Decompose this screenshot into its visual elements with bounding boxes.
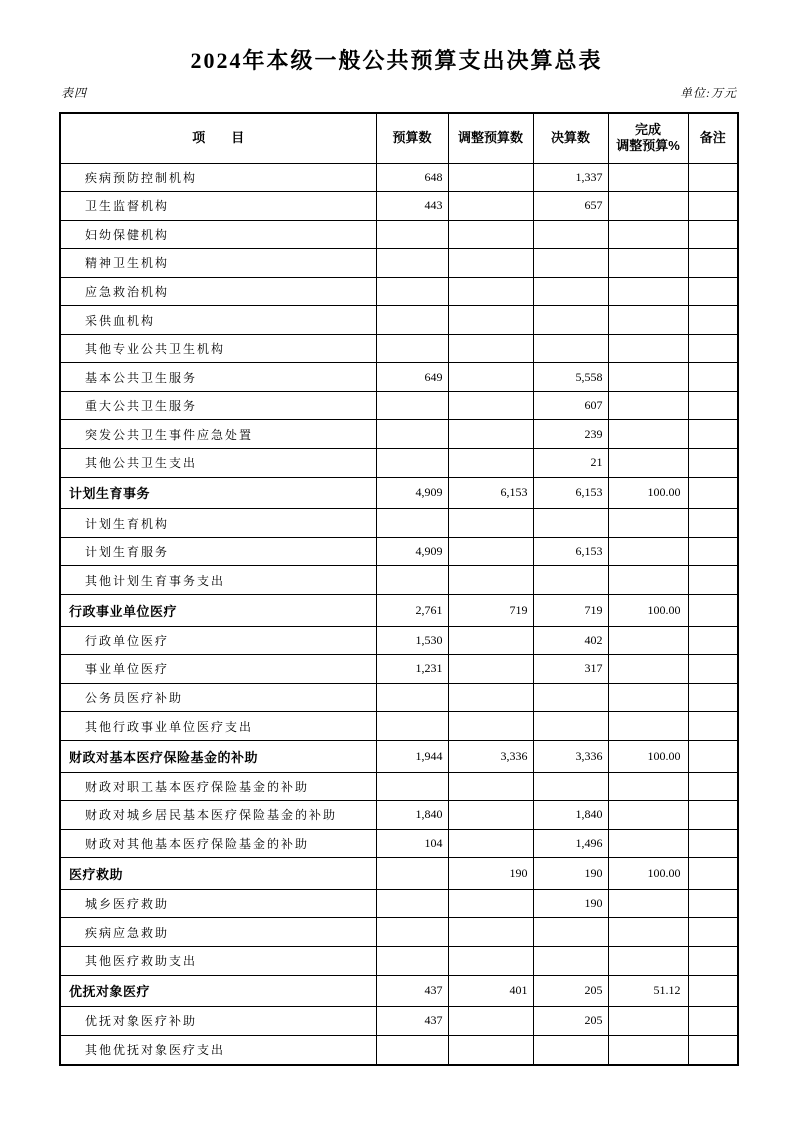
- completion-cell: [608, 1035, 688, 1065]
- budget-expenditure-table: [59, 112, 739, 1066]
- budget-cell: 648: [376, 163, 448, 192]
- completion-cell: [608, 626, 688, 655]
- final-accounts-cell: 21: [533, 448, 608, 477]
- table-row: [60, 626, 738, 655]
- remarks-cell: [688, 594, 738, 626]
- final-accounts-cell: [533, 306, 608, 335]
- meta-row: [61, 84, 737, 101]
- table-row: [60, 858, 738, 890]
- budget-cell: [376, 420, 448, 449]
- final-accounts-cell: 5,558: [533, 363, 608, 392]
- item-cell: 事业单位医疗: [60, 655, 376, 684]
- budget-cell: 4,909: [376, 537, 448, 566]
- final-accounts-cell: 1,496: [533, 829, 608, 858]
- final-accounts-cell: 317: [533, 655, 608, 684]
- table-row: [60, 1007, 738, 1036]
- remarks-cell: [688, 889, 738, 918]
- completion-cell: 100.00: [608, 858, 688, 890]
- remarks-cell: [688, 829, 738, 858]
- remarks-cell: [688, 975, 738, 1007]
- item-cell: 疾病应急救助: [60, 918, 376, 947]
- budget-cell: 443: [376, 192, 448, 221]
- budget-cell: [376, 683, 448, 712]
- remarks-cell: [688, 249, 738, 278]
- completion-cell: [608, 448, 688, 477]
- table-row: [60, 772, 738, 801]
- completion-cell: 100.00: [608, 594, 688, 626]
- final-accounts-cell: [533, 946, 608, 975]
- item-cell: 优抚对象医疗补助: [60, 1007, 376, 1036]
- remarks-cell: [688, 163, 738, 192]
- final-accounts-cell: [533, 772, 608, 801]
- completion-cell: [608, 391, 688, 420]
- adjusted-budget-cell: [448, 829, 533, 858]
- budget-cell: [376, 306, 448, 335]
- header-row: [60, 113, 738, 163]
- completion-cell: [608, 220, 688, 249]
- budget-cell: [376, 889, 448, 918]
- remarks-cell: [688, 509, 738, 538]
- table-row: [60, 220, 738, 249]
- final-accounts-cell: [533, 249, 608, 278]
- table-row: [60, 801, 738, 830]
- budget-cell: [376, 566, 448, 595]
- item-cell: 其他优抚对象医疗支出: [60, 1035, 376, 1065]
- completion-cell: [608, 192, 688, 221]
- final-accounts-cell: 190: [533, 858, 608, 890]
- adjusted-budget-cell: [448, 420, 533, 449]
- adjusted-budget-cell: [448, 889, 533, 918]
- adjusted-budget-cell: [448, 683, 533, 712]
- final-accounts-cell: 607: [533, 391, 608, 420]
- final-accounts-cell: 719: [533, 594, 608, 626]
- completion-cell: [608, 801, 688, 830]
- budget-cell: 649: [376, 363, 448, 392]
- final-accounts-cell: [533, 683, 608, 712]
- final-accounts-cell: [533, 334, 608, 363]
- remarks-cell: [688, 1007, 738, 1036]
- table-row: [60, 566, 738, 595]
- adjusted-budget-cell: 719: [448, 594, 533, 626]
- item-cell: 财政对基本医疗保险基金的补助: [60, 740, 376, 772]
- remarks-cell: [688, 420, 738, 449]
- final-accounts-cell: [533, 918, 608, 947]
- table-row: [60, 537, 738, 566]
- completion-cell: 100.00: [608, 477, 688, 509]
- col-header-budget: 预算数: [376, 113, 448, 163]
- table-row: [60, 509, 738, 538]
- final-accounts-cell: 6,153: [533, 477, 608, 509]
- adjusted-budget-cell: [448, 626, 533, 655]
- completion-cell: 100.00: [608, 740, 688, 772]
- table-row: [60, 306, 738, 335]
- table-row: [60, 1035, 738, 1065]
- item-cell: 卫生监督机构: [60, 192, 376, 221]
- completion-cell: 51.12: [608, 975, 688, 1007]
- completion-cell: [608, 277, 688, 306]
- item-cell: 计划生育机构: [60, 509, 376, 538]
- budget-cell: [376, 772, 448, 801]
- unit-label: 单位:万元: [680, 86, 737, 100]
- table-row: [60, 391, 738, 420]
- adjusted-budget-cell: [448, 509, 533, 538]
- completion-cell: [608, 306, 688, 335]
- final-accounts-cell: 205: [533, 975, 608, 1007]
- adjusted-budget-cell: [448, 537, 533, 566]
- completion-cell: [608, 163, 688, 192]
- budget-cell: [376, 249, 448, 278]
- remarks-cell: [688, 918, 738, 947]
- table-row: [60, 712, 738, 741]
- item-cell: 其他计划生育事务支出: [60, 566, 376, 595]
- adjusted-budget-cell: [448, 363, 533, 392]
- adjusted-budget-cell: 401: [448, 975, 533, 1007]
- budget-cell: [376, 509, 448, 538]
- remarks-cell: [688, 655, 738, 684]
- remarks-cell: [688, 712, 738, 741]
- completion-cell: [608, 420, 688, 449]
- remarks-cell: [688, 801, 738, 830]
- completion-cell: [608, 537, 688, 566]
- remarks-cell: [688, 537, 738, 566]
- completion-cell: [608, 918, 688, 947]
- remarks-cell: [688, 391, 738, 420]
- completion-cell: [608, 655, 688, 684]
- adjusted-budget-cell: [448, 712, 533, 741]
- budget-cell: 1,944: [376, 740, 448, 772]
- adjusted-budget-cell: [448, 220, 533, 249]
- item-cell: 其他公共卫生支出: [60, 448, 376, 477]
- table-row: [60, 889, 738, 918]
- adjusted-budget-cell: [448, 655, 533, 684]
- item-cell: 其他行政事业单位医疗支出: [60, 712, 376, 741]
- budget-cell: [376, 220, 448, 249]
- page-title: 2024年本级一般公共预算支出决算总表: [190, 48, 603, 73]
- remarks-cell: [688, 363, 738, 392]
- budget-cell: 437: [376, 975, 448, 1007]
- remarks-cell: [688, 566, 738, 595]
- budget-cell: [376, 1035, 448, 1065]
- item-cell: 基本公共卫生服务: [60, 363, 376, 392]
- adjusted-budget-cell: [448, 448, 533, 477]
- adjusted-budget-cell: [448, 946, 533, 975]
- completion-cell: [608, 1007, 688, 1036]
- adjusted-budget-cell: [448, 1035, 533, 1065]
- completion-cell: [608, 334, 688, 363]
- item-cell: 财政对职工基本医疗保险基金的补助: [60, 772, 376, 801]
- budget-cell: 1,840: [376, 801, 448, 830]
- completion-cell: [608, 363, 688, 392]
- budget-cell: 4,909: [376, 477, 448, 509]
- adjusted-budget-cell: [448, 277, 533, 306]
- item-cell: 医疗救助: [60, 858, 376, 890]
- item-cell: 优抚对象医疗: [60, 975, 376, 1007]
- item-cell: 计划生育服务: [60, 537, 376, 566]
- completion-cell: [608, 772, 688, 801]
- adjusted-budget-cell: [448, 249, 533, 278]
- adjusted-budget-cell: [448, 192, 533, 221]
- final-accounts-cell: [533, 712, 608, 741]
- item-cell: 财政对城乡居民基本医疗保险基金的补助: [60, 801, 376, 830]
- item-cell: 妇幼保健机构: [60, 220, 376, 249]
- remarks-cell: [688, 448, 738, 477]
- remarks-cell: [688, 477, 738, 509]
- item-cell: 城乡医疗救助: [60, 889, 376, 918]
- table-row: [60, 975, 738, 1007]
- final-accounts-cell: 657: [533, 192, 608, 221]
- budget-cell: [376, 858, 448, 890]
- remarks-cell: [688, 334, 738, 363]
- final-accounts-cell: 190: [533, 889, 608, 918]
- table-row: [60, 683, 738, 712]
- remarks-cell: [688, 1035, 738, 1065]
- table-row: [60, 163, 738, 192]
- table-row: [60, 918, 738, 947]
- item-cell: 公务员医疗补助: [60, 683, 376, 712]
- table-row: [60, 655, 738, 684]
- remarks-cell: [688, 858, 738, 890]
- table-row: [60, 829, 738, 858]
- adjusted-budget-cell: 6,153: [448, 477, 533, 509]
- item-cell: 精神卫生机构: [60, 249, 376, 278]
- budget-cell: [376, 334, 448, 363]
- budget-cell: [376, 918, 448, 947]
- completion-cell: [608, 683, 688, 712]
- adjusted-budget-cell: [448, 391, 533, 420]
- budget-cell: 104: [376, 829, 448, 858]
- adjusted-budget-cell: [448, 566, 533, 595]
- remarks-cell: [688, 306, 738, 335]
- table-row: [60, 448, 738, 477]
- table-number-label: 表四: [61, 86, 88, 100]
- final-accounts-cell: [533, 509, 608, 538]
- item-cell: 重大公共卫生服务: [60, 391, 376, 420]
- remarks-cell: [688, 626, 738, 655]
- remarks-cell: [688, 772, 738, 801]
- completion-cell: [608, 566, 688, 595]
- remarks-cell: [688, 946, 738, 975]
- budget-cell: [376, 277, 448, 306]
- completion-cell: [608, 946, 688, 975]
- adjusted-budget-cell: [448, 306, 533, 335]
- final-accounts-cell: [533, 1035, 608, 1065]
- budget-cell: [376, 391, 448, 420]
- col-header-item: 项 目: [60, 113, 376, 163]
- adjusted-budget-cell: [448, 334, 533, 363]
- final-accounts-cell: 6,153: [533, 537, 608, 566]
- budget-cell: 1,231: [376, 655, 448, 684]
- budget-cell: [376, 712, 448, 741]
- table-row: [60, 277, 738, 306]
- col-header-adjusted-budget: 调整预算数: [448, 113, 533, 163]
- adjusted-budget-cell: 3,336: [448, 740, 533, 772]
- adjusted-budget-cell: [448, 801, 533, 830]
- remarks-cell: [688, 277, 738, 306]
- adjusted-budget-cell: [448, 772, 533, 801]
- item-cell: 财政对其他基本医疗保险基金的补助: [60, 829, 376, 858]
- item-cell: 应急救治机构: [60, 277, 376, 306]
- table-row: [60, 740, 738, 772]
- col-header-completion: 完成 调整预算%: [608, 113, 688, 163]
- completion-cell: [608, 712, 688, 741]
- final-accounts-cell: 1,337: [533, 163, 608, 192]
- adjusted-budget-cell: [448, 163, 533, 192]
- adjusted-budget-cell: [448, 918, 533, 947]
- adjusted-budget-cell: 190: [448, 858, 533, 890]
- table-row: [60, 363, 738, 392]
- item-cell: 其他医疗救助支出: [60, 946, 376, 975]
- table-row: [60, 594, 738, 626]
- table-row: [60, 192, 738, 221]
- final-accounts-cell: [533, 220, 608, 249]
- col-header-remarks: 备注: [688, 113, 738, 163]
- table-row: [60, 477, 738, 509]
- item-cell: 采供血机构: [60, 306, 376, 335]
- item-cell: 行政单位医疗: [60, 626, 376, 655]
- final-accounts-cell: 239: [533, 420, 608, 449]
- adjusted-budget-cell: [448, 1007, 533, 1036]
- table-row: [60, 946, 738, 975]
- completion-cell: [608, 249, 688, 278]
- final-accounts-cell: 205: [533, 1007, 608, 1036]
- final-accounts-cell: [533, 566, 608, 595]
- budget-cell: 437: [376, 1007, 448, 1036]
- budget-cell: 2,761: [376, 594, 448, 626]
- item-cell: 突发公共卫生事件应急处置: [60, 420, 376, 449]
- table-row: [60, 249, 738, 278]
- item-cell: 其他专业公共卫生机构: [60, 334, 376, 363]
- budget-cell: [376, 448, 448, 477]
- budget-cell: [376, 946, 448, 975]
- remarks-cell: [688, 192, 738, 221]
- final-accounts-cell: 402: [533, 626, 608, 655]
- final-accounts-cell: 1,840: [533, 801, 608, 830]
- completion-cell: [608, 509, 688, 538]
- table-row: [60, 334, 738, 363]
- item-cell: 疾病预防控制机构: [60, 163, 376, 192]
- remarks-cell: [688, 740, 738, 772]
- item-cell: 行政事业单位医疗: [60, 594, 376, 626]
- completion-cell: [608, 829, 688, 858]
- budget-cell: 1,530: [376, 626, 448, 655]
- final-accounts-cell: [533, 277, 608, 306]
- completion-cell: [608, 889, 688, 918]
- table-row: [60, 420, 738, 449]
- item-cell: 计划生育事务: [60, 477, 376, 509]
- final-accounts-cell: 3,336: [533, 740, 608, 772]
- col-header-final-accounts: 决算数: [533, 113, 608, 163]
- remarks-cell: [688, 220, 738, 249]
- remarks-cell: [688, 683, 738, 712]
